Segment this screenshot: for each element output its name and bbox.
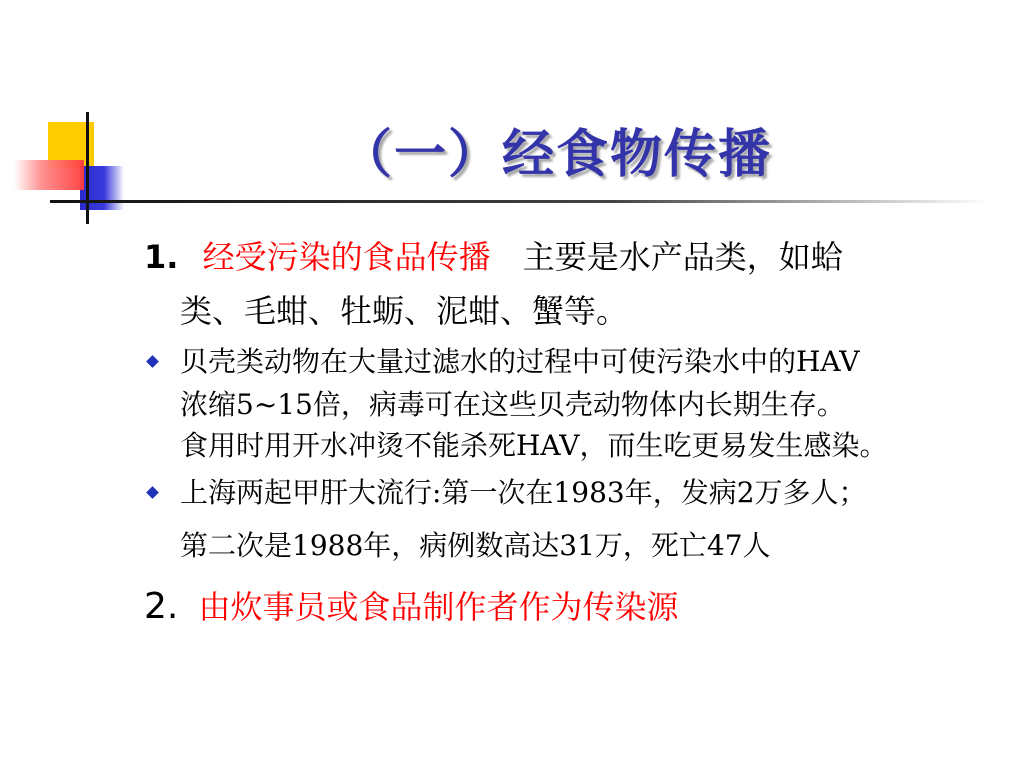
diamond-bullet-icon — [146, 355, 159, 368]
item1-text-line1: 主要是水产品类，如蛤 — [522, 238, 843, 276]
item2-number: 2. — [144, 586, 179, 627]
bullet1-line3: 食用时用开水冲烫不能杀死HAV，而生吃更易发生感染。 — [180, 429, 888, 462]
title-underline — [50, 200, 990, 203]
bullet1-line2: 浓缩5~15倍，病毒可在这些贝壳动物体内长期生存。 — [180, 388, 845, 421]
decor-vertical-line — [86, 112, 89, 224]
bullet2-line1: 上海两起甲肝大流行:第一次在1983年，发病2万多人； — [180, 476, 867, 509]
item2-text: 由炊事员或食品制作者作为传染源 — [198, 588, 679, 626]
item1-heading: 经受污染的食品传播 — [202, 238, 491, 276]
slide-title: （一）经食物传播 — [340, 124, 773, 185]
bullet1-line1: 贝壳类动物在大量过滤水的过程中可使污染水中的HAV — [180, 345, 860, 378]
decor-red-bar — [14, 160, 84, 190]
item1-line1 — [144, 232, 843, 278]
bullet2-line2: 第二次是1988年，病例数高达31万，死亡47人 — [180, 529, 771, 562]
diamond-bullet-icon — [146, 486, 159, 499]
item2-line — [144, 582, 679, 628]
item1-number: 1. — [144, 238, 179, 276]
item1-line2: 类、毛蚶、牡蛎、泥蚶、蟹等。 — [180, 292, 629, 330]
